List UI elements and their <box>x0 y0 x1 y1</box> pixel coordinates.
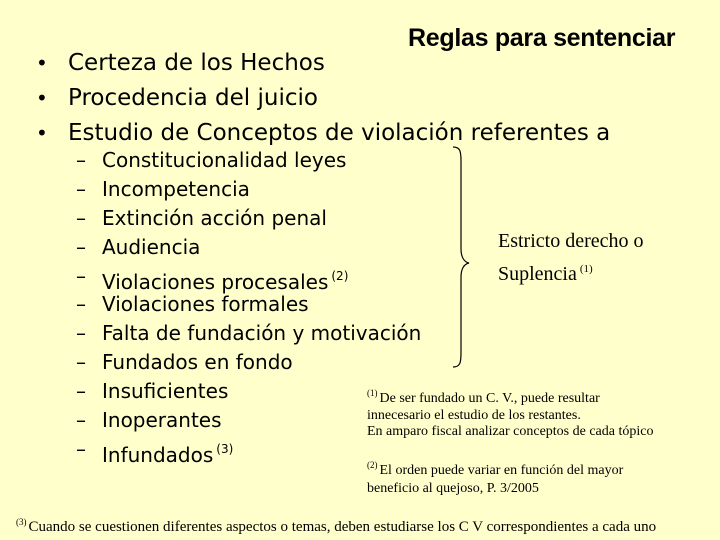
footnote-2-line2: beneficio al quejoso, P. 3/2005 <box>367 481 539 496</box>
bullet-text: Estudio de Conceptos de violación referentes a <box>68 120 611 146</box>
sub-item-text: Falta de fundación y motivación <box>102 321 422 346</box>
footnote-2 <box>367 456 623 498</box>
sub-item-text: Audiencia <box>102 234 201 259</box>
sub-item <box>76 233 421 262</box>
main-bullet-list <box>36 46 610 151</box>
side-note-line2 <box>498 255 644 288</box>
right-brace-icon <box>450 145 472 370</box>
footnote-2-text1: El orden puede variar en función del mayor <box>379 463 624 478</box>
bullet-text: Certeza de los Hechos <box>68 50 325 76</box>
sub-item-text: Constitucionalidad leyes <box>102 148 347 172</box>
sub-item-text: Infundados <box>102 442 214 467</box>
sub-item <box>76 146 421 175</box>
sub-item <box>76 204 421 233</box>
footnote-1-line2: innecesario el estudio de los restantes. <box>367 408 581 423</box>
sub-item <box>76 348 421 377</box>
sub-item-text: Fundados en fondo <box>102 350 293 375</box>
sub-item <box>76 175 421 204</box>
bullet-item <box>36 46 610 81</box>
sub-item-text: Inoperantes <box>102 408 222 433</box>
dash-marker: – <box>76 350 86 375</box>
footnote-2-marker: (2) <box>367 460 378 470</box>
bullet-marker: • <box>36 51 48 75</box>
footnote-ref-2: (2) <box>331 268 349 283</box>
sub-item-text: Violaciones formales <box>102 292 309 317</box>
footnote-ref-3: (3) <box>216 441 234 456</box>
bullet-marker: • <box>36 86 48 110</box>
footnote-3 <box>16 513 656 536</box>
dash-marker: – <box>76 436 86 461</box>
footnote-1-marker: (1) <box>367 388 378 398</box>
sub-item <box>76 262 421 294</box>
footnote-1 <box>367 384 653 441</box>
sub-item-text: Violaciones procesales <box>102 269 329 294</box>
footnote-ref-1: (1) <box>579 263 593 275</box>
footnote-1-line1 <box>367 384 653 408</box>
sub-item-text: Insuficientes <box>102 379 229 404</box>
footnote-2-line1 <box>367 456 623 480</box>
slide-title: Reglas para sentenciar <box>408 24 676 52</box>
footnote-3-marker: (3) <box>16 517 27 527</box>
bullet-text: Procedencia del juicio <box>68 85 318 111</box>
sub-item-text: Incompetencia <box>102 176 250 201</box>
sub-item <box>76 290 421 319</box>
side-note-label: Suplencia <box>498 263 577 285</box>
bullet-marker: • <box>36 121 48 145</box>
dash-marker: – <box>76 148 86 172</box>
side-note <box>498 227 644 288</box>
dash-marker: – <box>76 263 86 288</box>
footnote-1-line3: En amparo fiscal analizar conceptos de cada tópico <box>367 424 654 439</box>
dash-marker: – <box>76 176 86 201</box>
dash-marker: – <box>76 408 86 433</box>
bullet-item <box>36 81 610 116</box>
sub-item <box>76 319 421 348</box>
dash-marker: – <box>76 292 86 317</box>
sub-item-text: Extinción acción penal <box>102 205 327 230</box>
dash-marker: – <box>76 205 86 230</box>
dash-marker: – <box>76 321 86 346</box>
footnote-1-text1: De ser fundado un C. V., puede resultar <box>379 391 600 406</box>
side-note-line1: Estricto derecho o <box>498 230 644 252</box>
footnote-3-text: Cuando se cuestionen diferentes aspectos o temas, deben estudiarse los C V correspondientes a cada uno <box>28 519 657 535</box>
dash-marker: – <box>76 379 86 404</box>
dash-marker: – <box>76 234 86 259</box>
